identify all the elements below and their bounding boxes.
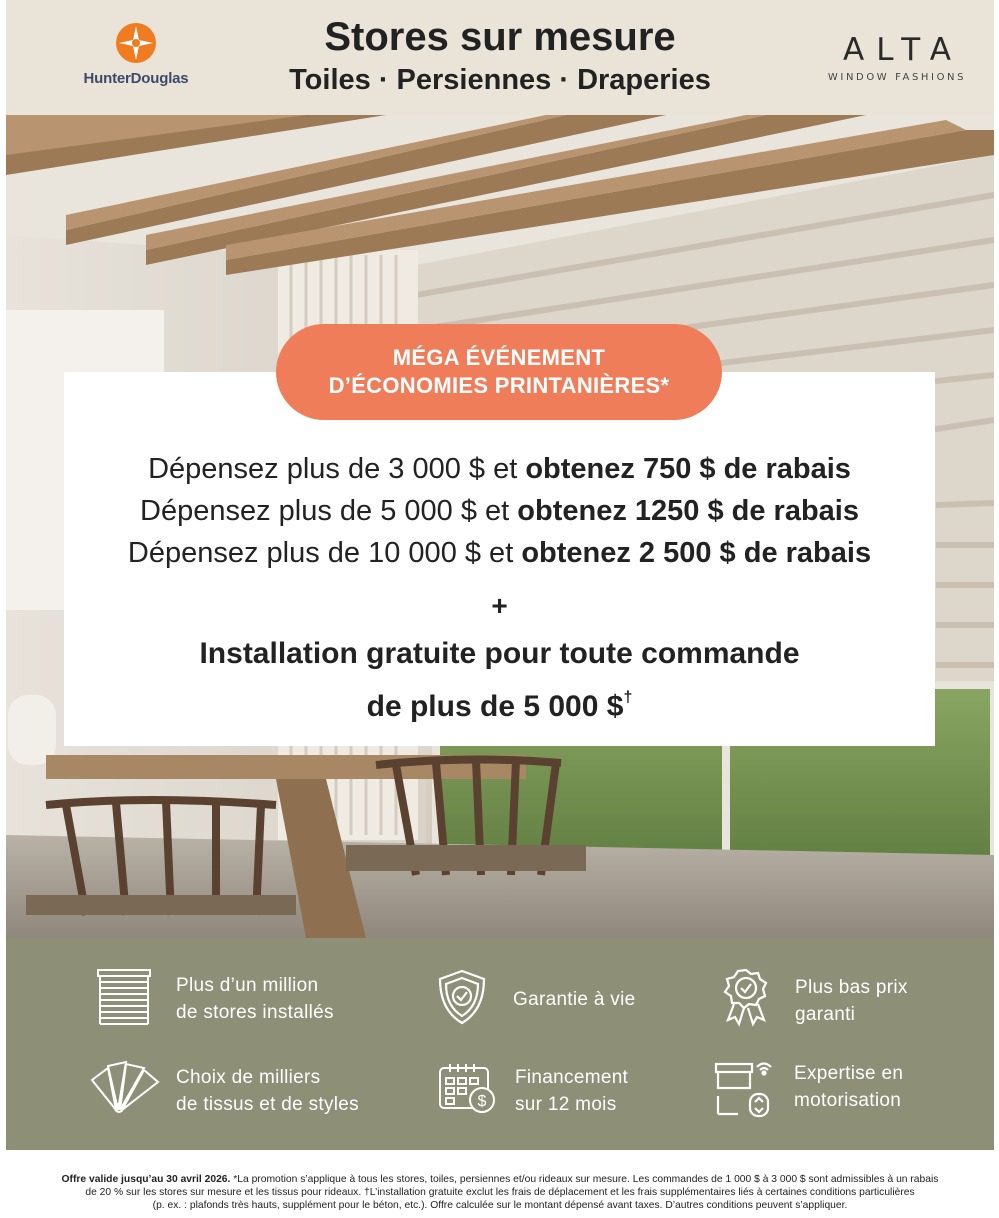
footnote-validity: Offre valide jusqu’au 30 avril 2026. (61, 1174, 231, 1185)
header-bar (6, 0, 994, 115)
features-band (6, 938, 994, 1150)
legal-footnote (10, 1173, 990, 1212)
install-dagger: † (623, 689, 633, 706)
feature-financing (515, 1064, 628, 1118)
offer-discount: obtenez 2 500 $ de rabais (521, 537, 872, 569)
brand-left-name: HunterDouglas (83, 70, 189, 87)
feature-line1: Plus d’un million (176, 975, 319, 996)
feature-line1: Choix de milliers (176, 1067, 321, 1088)
event-badge-line1: MÉGA ÉVÉNEMENT (392, 345, 606, 370)
feature-line2: garanti (795, 1004, 856, 1025)
footnote-line1 (10, 1173, 990, 1186)
feature-fabrics (176, 1064, 359, 1118)
blinds-icon (96, 968, 152, 1026)
page-title: Stores sur mesure (324, 15, 676, 59)
motorized-blind-icon (714, 1060, 776, 1118)
install-line2: de plus de 5 000 $ (366, 690, 624, 723)
alta-logo-main: ALTA (843, 32, 963, 68)
offer-line (64, 490, 935, 532)
feature-line1: Expertise en (794, 1063, 904, 1084)
feature-line1: Plus bas prix (795, 977, 908, 998)
footnote-line2: de 20 % sur les stores sur mesure et les tissus pour rideaux. †L’installation gratuite exclut les frais de déplacement et les frais supplémentaires liés à certaines conditions particulières (85, 1187, 915, 1198)
shield-check-icon (436, 968, 488, 1026)
feature-line2: de stores installés (176, 1002, 334, 1023)
install-line1: Installation gratuite pour toute commande (199, 637, 800, 670)
feature-line2: de tissus et de styles (176, 1094, 359, 1115)
feature-line2: motorisation (794, 1090, 902, 1111)
offer-condition: Dépensez plus de 10 000 $ et (127, 537, 522, 569)
offer-condition: Dépensez plus de 5 000 $ et (140, 495, 518, 527)
offer-condition: Dépensez plus de 3 000 $ et (148, 453, 526, 485)
footnote-text1: *La promotion s’applique à tous les stores, toiles, persiennes et/ou rideaux sur mesure. Les commandes de 1 000 $ à 3 000 $ sont admissibles à un rabais (230, 1174, 939, 1185)
offer-line (64, 448, 935, 490)
feature-price-guarantee (795, 974, 908, 1028)
alta-logo[interactable] (822, 32, 972, 83)
offer-discount: obtenez 1250 $ de rabais (517, 495, 859, 527)
calendar-dollar-icon (438, 1062, 498, 1116)
feature-line2: sur 12 mois (515, 1094, 617, 1115)
page-subtitle: Toiles · Persiennes · Draperies (289, 64, 711, 96)
fabric-swatches-icon (86, 1060, 160, 1116)
free-installation-offer (64, 632, 935, 729)
feature-line1: Financement (515, 1067, 629, 1088)
svg-text:$: $ (477, 1093, 487, 1110)
event-badge (276, 324, 722, 420)
alta-logo-sub: WINDOW FASHIONS (827, 72, 967, 83)
feature-warranty (513, 986, 636, 1013)
feature-line1: Garantie à vie (513, 989, 636, 1010)
install-line2-wrap (64, 676, 935, 729)
offer-list (64, 448, 935, 574)
offer-line (64, 532, 935, 574)
event-badge-line2: D’ÉCONOMIES PRINTANIÈRES* (328, 373, 670, 398)
offer-discount: obtenez 750 $ de rabais (525, 453, 851, 485)
feature-installed (176, 972, 334, 1026)
award-badge-icon (722, 968, 770, 1028)
plus-sign: + (491, 590, 508, 621)
footnote-line3: (p. ex. : plafonds très hauts, supplément pour le béton, etc.). Offre calculée sur le montant dépensé avant taxes. D’autres conditions peuvent s’appliquer. (152, 1200, 848, 1211)
feature-motorization (794, 1060, 903, 1114)
